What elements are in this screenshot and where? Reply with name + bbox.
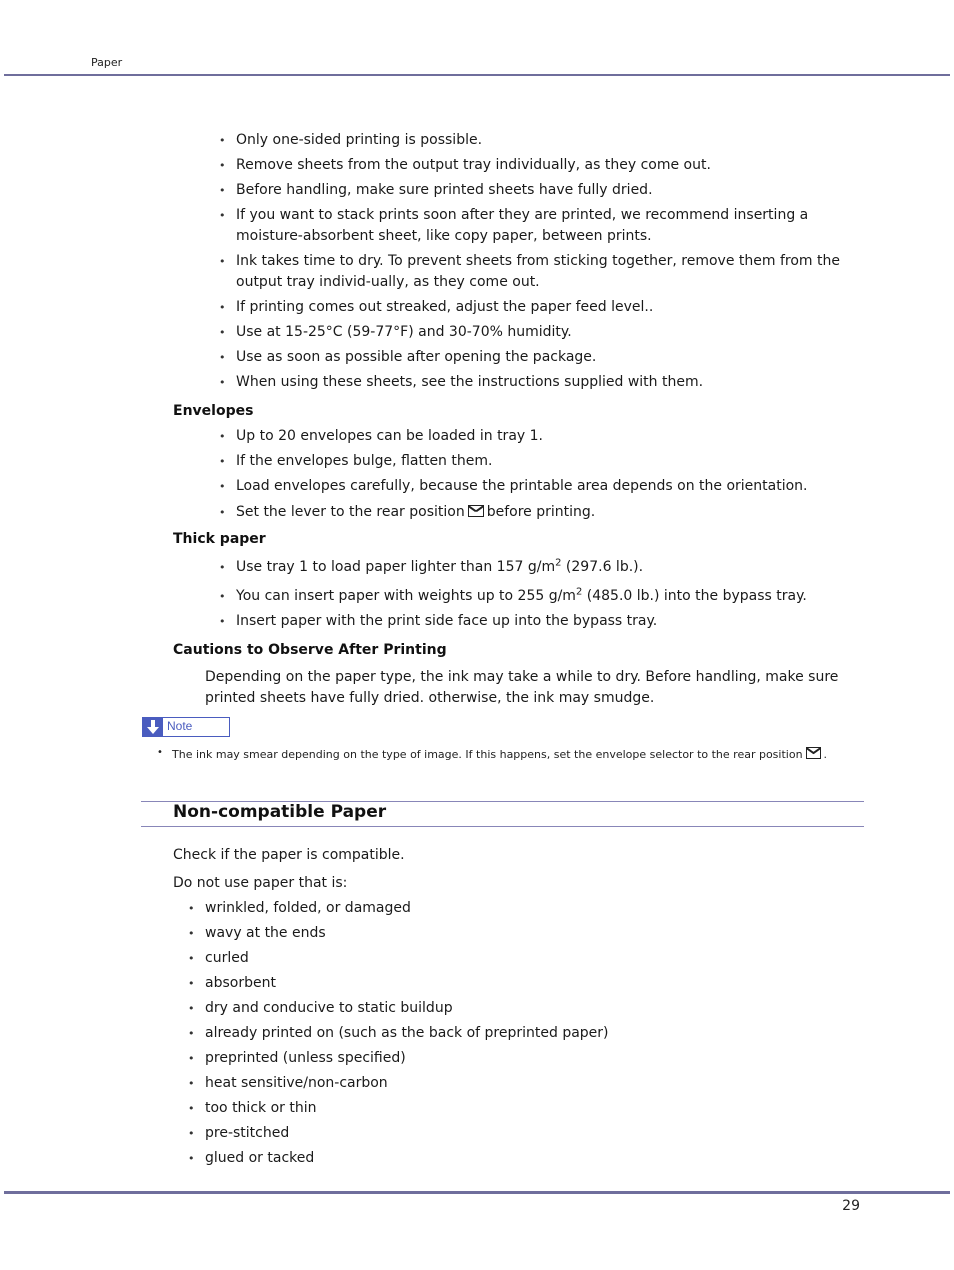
- list-item: • already printed on (such as the back of preprinted paper): [188, 1025, 609, 1041]
- list-item: • If printing comes out streaked, adjust the paper feed level..: [219, 299, 654, 315]
- section-title: Non-compatible Paper: [173, 802, 387, 822]
- list-item: • Use as soon as possible after opening the package.: [219, 349, 597, 365]
- envelope-icon: [806, 747, 821, 759]
- compat-intro-text: Do not use paper that is:: [173, 875, 348, 891]
- envelopes-heading: Envelopes: [173, 403, 254, 419]
- list-item: • absorbent: [188, 975, 276, 991]
- list-item: • You can insert paper with weights up to 255 $g/m^2$ (485.0 lb.) into the bypass tray.: [219, 586, 807, 604]
- list-item: • curled: [188, 950, 249, 966]
- list-item: • too thick or thin: [188, 1100, 317, 1116]
- thick-paper-list: [219, 557, 866, 636]
- envelopes-list: [219, 426, 866, 527]
- section-rule-bottom: [141, 826, 864, 827]
- list-item: • dry and conducive to static buildup: [188, 1000, 453, 1016]
- list-item: • heat sensitive/non-carbon: [188, 1075, 388, 1091]
- noncompat-list: [188, 898, 805, 1173]
- cautions-heading: Cautions to Observe After Printing: [173, 642, 447, 658]
- list-item: • Only one-sided printing is possible.: [219, 132, 483, 148]
- list-item: • Ink takes time to dry. To prevent sheets from sticking together, remove them from the output tray individ-ually, as they come out.: [219, 253, 840, 290]
- list-item: • Set the lever to the rear position before printing.: [219, 504, 596, 520]
- list-item: • glued or tacked: [188, 1150, 315, 1166]
- header-rule: [4, 74, 950, 76]
- list-item: • If the envelopes bulge, flatten them.: [219, 453, 493, 469]
- note-badge: Note: [142, 717, 230, 737]
- list-item: • preprinted (unless specified): [188, 1050, 406, 1066]
- envelope-icon: [468, 505, 484, 517]
- note-text: • The ink may smear depending on the type of image. If this happens, set the envelope selector to the rear position .: [157, 747, 828, 761]
- thick-paper-heading: Thick paper: [173, 531, 266, 547]
- cautions-text: Depending on the paper type, the ink may take a while to dry. Before handling, make sure printed sheets have fully dried. otherwise, the ink may smudge.: [205, 669, 839, 706]
- list-item: • When using these sheets, see the instructions supplied with them.: [219, 374, 704, 390]
- list-item: • Remove sheets from the output tray individually, as they come out.: [219, 157, 711, 173]
- list-item: • Use tray 1 to load paper lighter than 157 $g/m^2$ (297.6 lb.).: [219, 557, 644, 575]
- down-arrow-icon: [143, 718, 163, 736]
- list-item: • Insert paper with the print side face up into the bypass tray.: [219, 613, 658, 629]
- list-item: • pre-stitched: [188, 1125, 290, 1141]
- compat-check-text: Check if the paper is compatible.: [173, 847, 405, 863]
- page-number: 29: [842, 1198, 860, 1214]
- list-item: • wavy at the ends: [188, 925, 326, 941]
- list-item: • If you want to stack prints soon after they are printed, we recommend inserting a moisture-absorbent sheet, like copy paper, between prints.: [219, 207, 809, 244]
- list-item: • Up to 20 envelopes can be loaded in tray 1.: [219, 428, 543, 444]
- paper-usage-list: [219, 130, 866, 397]
- list-item: • Use at 15-25°C (59-77°F) and 30-70% humidity.: [219, 324, 572, 340]
- list-item: • Load envelopes carefully, because the printable area depends on the orientation.: [219, 478, 808, 494]
- running-header: Paper: [91, 56, 123, 69]
- list-item: • Before handling, make sure printed sheets have fully dried.: [219, 182, 653, 198]
- footer-rule: [4, 1191, 950, 1194]
- list-item: • wrinkled, folded, or damaged: [188, 900, 411, 916]
